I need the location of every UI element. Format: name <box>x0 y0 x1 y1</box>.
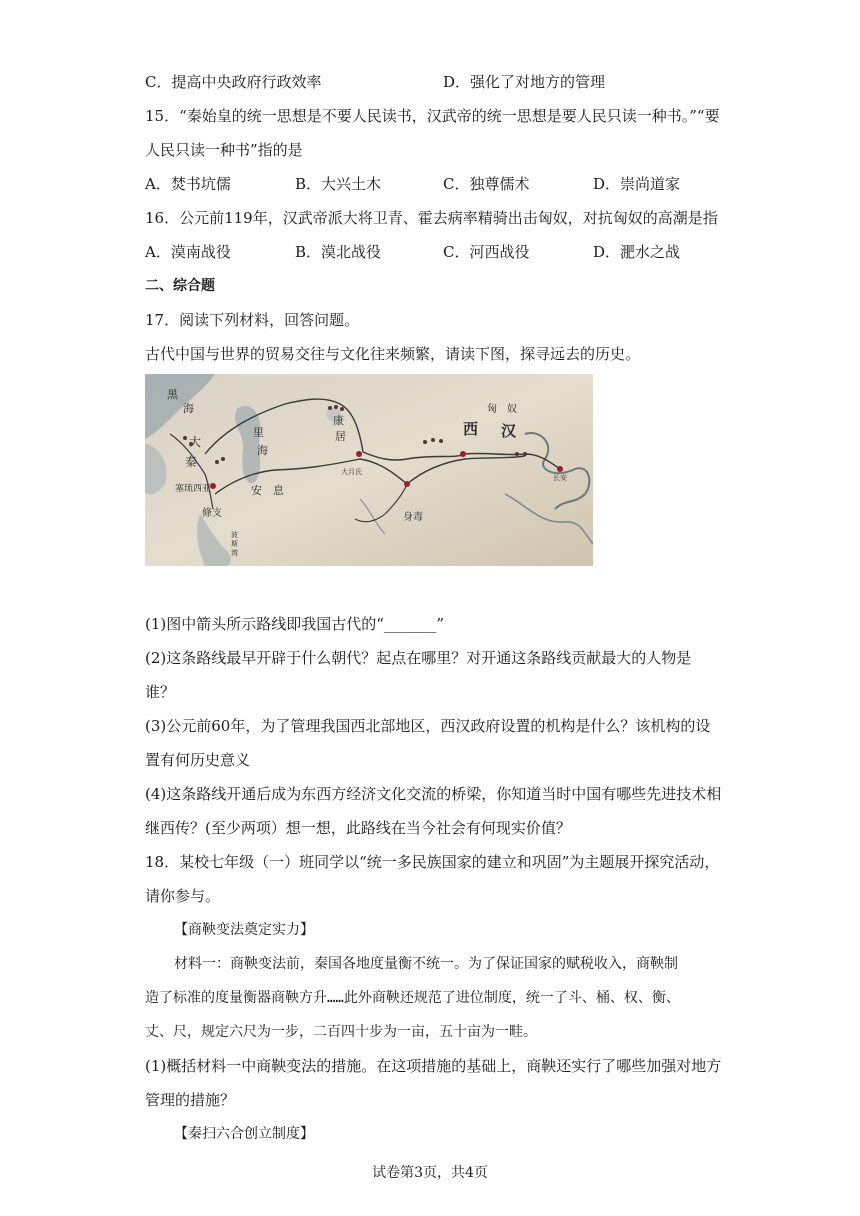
label-kangju-1: 康 <box>333 414 344 427</box>
q18-material1-line2: 造了标准的度量衡器商鞅方升……此外商鞅还规范了进位制度，统一了斗、桶、权、衡、 <box>145 990 680 1006</box>
label-shendu: 身毒 <box>403 512 423 523</box>
label-bosi-2: 斯 <box>231 540 238 548</box>
label-heihai-2: 海 <box>183 402 194 415</box>
q17-stem: 17．阅读下列材料，回答问题。 <box>145 311 360 329</box>
label-heihai-1: 黑 <box>167 388 178 401</box>
q18-part1-line1: (1)概括材料一中商鞅变法的措施。在这项措施的基础上，商鞅还实行了哪些加强对地方 <box>145 1057 722 1075</box>
label-anxi-2: 息 <box>273 484 284 497</box>
q16-option-d: D．淝水之战 <box>593 243 681 261</box>
q15-option-d: D．崇尚道家 <box>593 175 681 193</box>
q18-stem-line1: 18．某校七年级（一）班同学以“统一多民族国家的建立和巩固”为主题展开探究活动， <box>145 853 720 871</box>
label-kangju-2: 居 <box>335 430 346 443</box>
q14-option-d: D．强化了对地方的管理 <box>443 73 606 91</box>
q15-option-a: A．焚书坑儒 <box>145 175 231 193</box>
label-xihan-2: 汉 <box>501 422 517 440</box>
q16-option-b: B．漠北战役 <box>295 243 382 261</box>
q15-stem-line2: 人民只读一种书”指的是 <box>145 141 303 159</box>
q16-stem: 16．公元前119年，汉武帝派大将卫青、霍去病率精骑出击匈奴，对抗匈奴的高潮是指 <box>145 209 718 227</box>
q17-part2-line2: 谁？ <box>145 683 176 701</box>
q15-option-b: B．大兴土木 <box>295 175 382 193</box>
q15-option-c: C．独尊儒术 <box>443 175 530 193</box>
label-bosi-1: 波 <box>231 531 238 539</box>
q18-heading1: 【商鞅变法奠定实力】 <box>174 922 314 938</box>
page-footer: 试卷第3页，共4页 <box>372 1165 488 1181</box>
q18-heading2: 【秦扫六合创立制度】 <box>174 1126 314 1142</box>
q18-stem-line2: 请你参与。 <box>145 887 221 905</box>
q17-part3-line1: (3)公元前60年，为了管理我国西北部地区，西汉政府设置的机构是什么？该机构的设 <box>145 717 711 735</box>
q17-part4-line1: (4)这条路线开通后成为东西方经济文化交流的桥梁，你知道当时中国有哪些先进技术相 <box>145 785 722 803</box>
label-dayuezhi: 大月氏 <box>341 468 362 476</box>
q18-part1-line2: 管理的措施？ <box>145 1091 236 1109</box>
q17-intro: 古代中国与世界的贸易交往与文化往来频繁，请读下图，探寻远去的历史。 <box>145 345 641 363</box>
label-tiaozhi: 條支 <box>202 508 222 519</box>
label-daqin-1: 大 <box>189 435 202 449</box>
label-anxi-1: 安 <box>251 484 262 497</box>
section-title: 二、综合题 <box>145 278 215 294</box>
q16-option-c: C．河西战役 <box>443 243 530 261</box>
q16-option-a: A．漠南战役 <box>145 243 231 261</box>
q15-stem-line1: 15．“秦始皇的统一思想是不要人民读书，汉武帝的统一思想是要人民只读一种书。”“要 <box>145 107 720 125</box>
silk-road-map <box>145 374 593 566</box>
q17-part1: (1)图中箭头所示路线即我国古代的“_______” <box>145 615 445 633</box>
label-bosi-3: 湾 <box>231 549 238 557</box>
q17-part4-line2: 继西传？(至少两项）想一想，此路线在当今社会有何现实价值？ <box>145 819 571 837</box>
label-xiongnu-2: 奴 <box>507 404 517 415</box>
label-xiongnu-1: 匈 <box>487 404 497 415</box>
label-lihai-1: 里 <box>253 426 264 439</box>
label-changan: 长安 <box>553 474 567 482</box>
label-xiya: 塞琉西亚 <box>175 484 212 494</box>
label-daqin-2: 秦 <box>185 455 198 469</box>
q17-part3-line2: 置有何历史意义 <box>145 751 251 769</box>
q14-option-c: C．提高中央政府行政效率 <box>145 73 322 91</box>
q18-material1-line1: 材料一：商鞅变法前，秦国各地度量衡不统一。为了保证国家的赋税收入，商鞅制 <box>174 956 678 972</box>
q17-part2-line1: (2)这条路线最早开辟于什么朝代？起点在哪里？对开通这条路线贡献最大的人物是 <box>145 649 692 667</box>
q18-material1-line3: 丈、尺，规定六尺为一步，二百四十步为一亩，五十亩为一畦。 <box>145 1024 537 1040</box>
label-lihai-2: 海 <box>257 444 268 457</box>
label-xihan-1: 西 <box>463 420 479 438</box>
